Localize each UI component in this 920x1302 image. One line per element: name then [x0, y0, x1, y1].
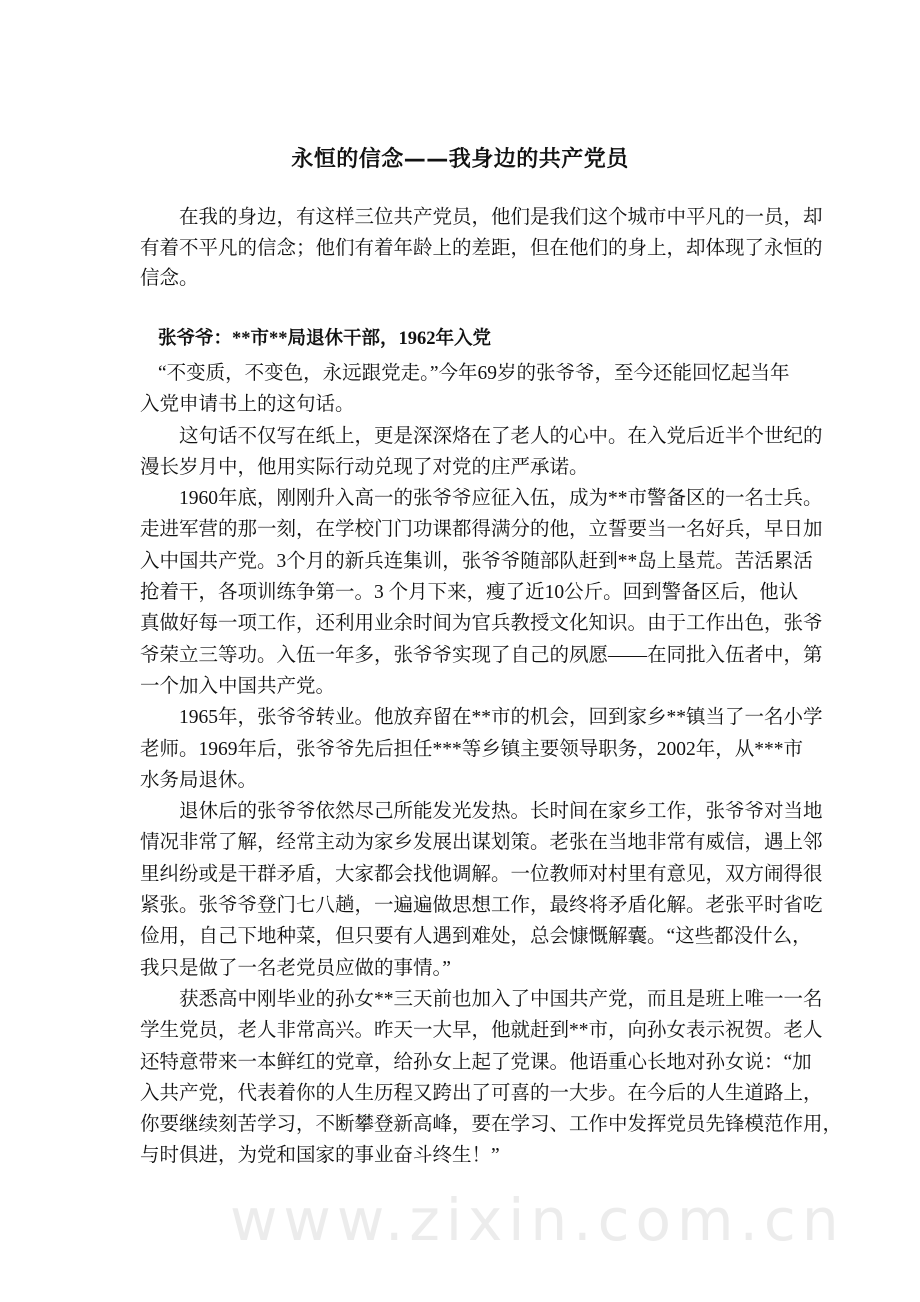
paragraph-line: 老师。1969年后，张爷爷先后担任***等乡镇主要领导职务，2002年，从***市	[140, 738, 804, 760]
paragraph-line: 1960年底，刚刚升入高一的张爷爷应征入伍，成为**市警备区的一名士兵。	[179, 488, 823, 510]
paragraph-line: 漫长岁月中，他用实际行动兑现了对党的庄严承诺。	[140, 456, 589, 478]
paragraph-line: 情况非常了解，经常主动为家乡发展出谋划策。老张在当地非常有威信，遇上邻	[140, 832, 823, 854]
body-text	[140, 358, 843, 1172]
paragraph-line: 走进军营的那一刻，在学校门门功课都得满分的他，立誓要当一名好兵，早日加	[140, 519, 823, 541]
paragraph-line: 入党申请书上的这句话。	[140, 394, 355, 416]
paragraph-line: 抢着干，各项训练争第一。3 个月下来，瘦了近10公斤。回到警备区后，他认	[140, 582, 799, 604]
paragraph-line: 真做好每一项工作，还利用业余时间为官兵教授文化知识。由于工作出色，张爷	[140, 613, 823, 635]
paragraph	[140, 358, 790, 421]
paragraph-line: 爷荣立三等功。入伍一年多，张爷爷实现了自己的夙愿——在同批入伍者中，第	[140, 644, 823, 666]
intro-line: 在我的身边，有这样三位共产党员，他们是我们这个城市中平凡的一员，却	[179, 207, 823, 228]
paragraph-line: 入共产党，代表着你的人生历程又跨出了可喜的一大步。在今后的人生道路上，	[140, 1082, 823, 1104]
paragraph-line: 里纠纷或是干群矛盾，大家都会找他调解。一位教师对村里有意见，双方闹得很	[140, 863, 823, 885]
paragraph-line: 你要继续刻苦学习，不断攀登新高峰，要在学习、工作中发挥党员先锋模范作用，	[140, 1114, 843, 1136]
intro-line: 有着不平凡的信念；他们有着年龄上的差距，但在他们的身上，却体现了永恒的	[140, 237, 823, 259]
paragraph-line: 1965年，张爷爷转业。他放弃留在**市的机会，回到家乡**镇当了一名小学	[179, 707, 823, 729]
paragraph-line: 紧张。张爷爷登门七八趟，一遍遍做思想工作，最终将矛盾化解。老张平时省吃	[140, 895, 823, 917]
section-heading: 张爷爷：**市**局退休干部，1962年入党	[158, 329, 492, 349]
watermark: www.zixin.com.cn	[230, 1186, 845, 1254]
paragraph-line: 学生党员，老人非常高兴。昨天一大早，他就赶到**市，向孙女表示祝贺。老人	[140, 1020, 823, 1042]
paragraph-line: 入中国共产党。3个月的新兵连集训，张爷爷随部队赶到**岛上垦荒。苦活累活	[140, 550, 813, 572]
paragraph-line: 还特意带来一本鲜红的党章，给孙女上起了党课。他语重心长地对孙女说：“加	[140, 1051, 812, 1073]
intro-line: 信念。	[140, 268, 199, 289]
paragraph-line: 水务局退休。	[140, 769, 258, 791]
paragraph-line: 一个加入中国共产党。	[140, 675, 336, 697]
paragraph-line: 获悉高中刚毕业的孙女**三天前也加入了中国共产党，而且是班上唯一一名	[179, 988, 823, 1010]
paragraph	[140, 796, 823, 984]
paragraph-line: 我只是做了一名老党员应做的事情。”	[140, 957, 451, 979]
paragraph-line: 退休后的张爷爷依然尽己所能发光发热。长时间在家乡工作，张爷爷对当地	[179, 801, 823, 823]
paragraph	[140, 702, 823, 796]
paragraph-line: “不变质，不变色，永远跟党走。”今年69岁的张爷爷，至今还能回忆起当年	[158, 363, 790, 384]
paragraph	[140, 984, 843, 1172]
paragraph-line: 这句话不仅写在纸上，更是深深烙在了老人的心中。在入党后近半个世纪的	[179, 425, 823, 447]
paragraph	[140, 421, 823, 484]
paragraph	[140, 483, 823, 702]
paragraph-line: 与时俱进，为党和国家的事业奋斗终生！”	[140, 1145, 500, 1167]
intro-paragraph	[140, 203, 823, 295]
paragraph-line: 俭用，自己下地种菜，但只要有人遇到难处，总会慷慨解囊。“这些都没什么，	[140, 926, 812, 948]
document-title: 永恒的信念——我身边的共产党员	[291, 147, 629, 172]
